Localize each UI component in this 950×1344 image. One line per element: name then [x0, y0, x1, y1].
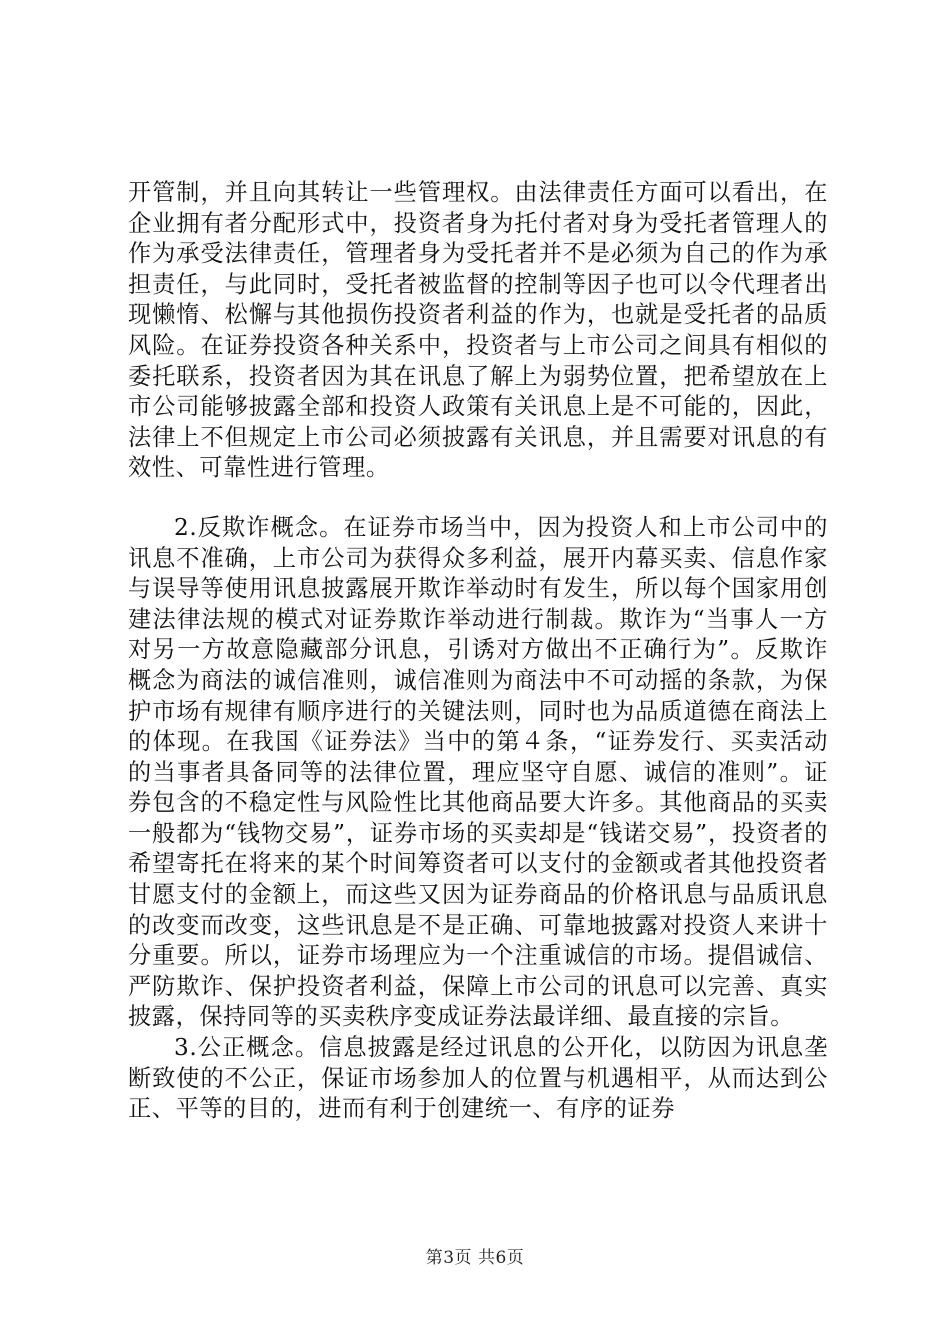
paragraph-spacer [128, 484, 828, 513]
paragraph-fairness: 3.公正概念。信息披露是经过讯息的公开化，以防因为讯息垄断致使的不公正，保证市场参加人的位置与机遇相平，从而达到公正、平等的目的，进而有利于创建统一、有序的证券 [128, 1034, 828, 1123]
document-body [128, 178, 828, 1125]
paragraph-anti-fraud: 2.反欺诈概念。在证券市场当中，因为投资人和上市公司中的讯息不准确，上市公司为获得众多利益，展开内幕买卖、信息作家与误导等使用讯息披露展开欺诈举动时有发生，所以每个国家用创建法律法规的模式对证券欺诈举动进行制裁。欺诈为“当事人一方对另一方故意隐藏部分讯息，引诱对方做出不正确行为”。反欺诈概念为商法的诚信准则，诚信准则为商法中不可动摇的条款，为保护市场有规律有顺序进行的关键法则，同时也为品质道德在商法上的体现。在我国《证券法》当中的第４条，“证券发行、买卖活动的当事者具备同等的法律位置，理应坚守自愿、诚信的准则”。证券包含的不稳定性与风险性比其他商品要大许多。其他商品的买卖一般都为“钱物交易”，证券市场的买卖却是“钱诺交易”，投资者的希望寄托在将来的某个时间筹资者可以支付的金额或者其他投资者甘愿支付的金额上，而这些又因为证券商品的价格讯息与品质讯息的改变而改变，这些讯息是不是正确、可靠地披露对投资人来讲十分重要。所以，证券市场理应为一个注重诚信的市场。提倡诚信、严防欺诈、保护投资者利益，保障上市公司的讯息可以完善、真实披露，保持同等的买卖秩序变成证券法最详细、最直接的宗旨。 [128, 513, 828, 1031]
page-number-footer: 第3页 共6页 [425, 1248, 525, 1268]
paragraph-continuation: 开管制，并且向其转让一些管理权。由法律责任方面可以看出，在企业拥有者分配形式中，投资者身为托付者对身为受托者管理人的作为承受法律责任，管理者身为受托者并不是必须为自己的作为承担责任，与此同时，受托者被监督的控制等因子也可以令代理者出现懒惰、松懈与其他损伤投资者利益的作为，也就是受托者的品质风险。在证券投资各种关系中，投资者与上市公司之间具有相似的委托联系，投资者因为其在讯息了解上为弱势位置，把希望放在上市公司能够披露全部和投资人政策有关讯息上是不可能的，因此，法律上不但规定上市公司必须披露有关讯息，并且需要对讯息的有效性、可靠性进行管理。 [128, 179, 828, 482]
